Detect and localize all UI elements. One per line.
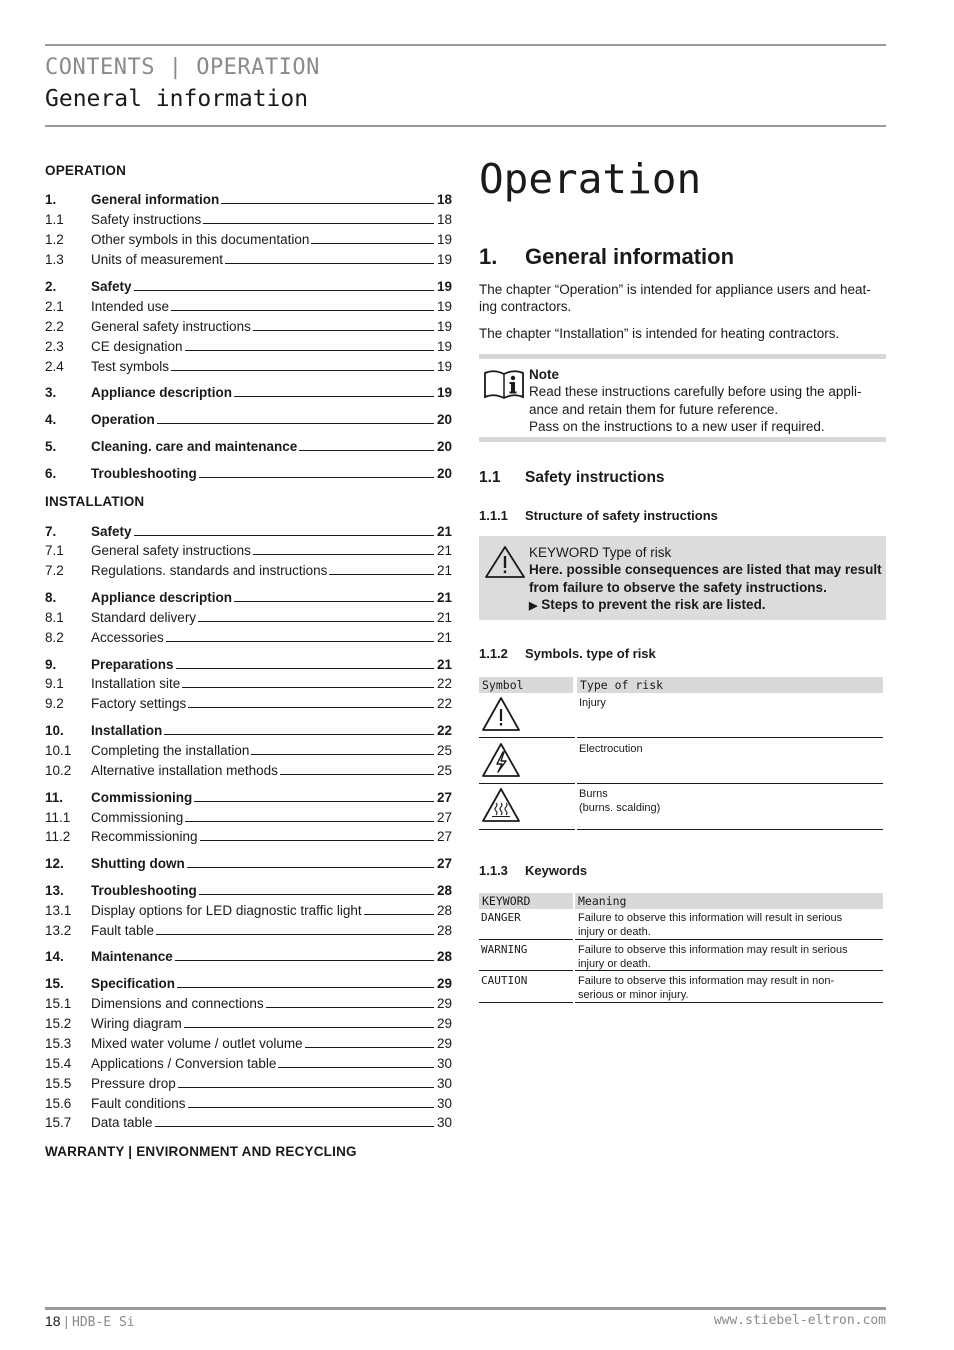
- keyword-danger: DANGER: [481, 911, 521, 924]
- toc-entry[interactable]: [45, 316, 452, 334]
- warning-steps-text: Steps to prevent the risk are listed.: [541, 597, 766, 613]
- toc-entry[interactable]: [45, 760, 452, 778]
- toc-entry[interactable]: [45, 920, 452, 938]
- toc-entry-number: 2.2: [45, 319, 64, 334]
- toc-entry-title: Dimensions and connections: [91, 996, 264, 1011]
- toc-entry[interactable]: [45, 209, 452, 227]
- toc-entry[interactable]: [45, 607, 452, 625]
- toc-entry-number: 11.2: [45, 829, 71, 844]
- toc-entry-number: 8.2: [45, 630, 64, 645]
- heading-number: 1.1.3: [479, 863, 508, 878]
- toc-leader-line: [156, 934, 434, 935]
- toc-entry-title: CE designation: [91, 339, 183, 354]
- keyword-caution: CAUTION: [481, 974, 528, 987]
- toc-entry[interactable]: [45, 540, 452, 558]
- toc-leader-line: [185, 821, 434, 822]
- toc-entry-page: 30: [436, 1056, 452, 1071]
- toc-entry-page: 19: [436, 252, 452, 267]
- heading-symbols-type-of-risk: [479, 646, 886, 661]
- toc-section-operation: OPERATION: [45, 163, 127, 178]
- toc-leader-line: [194, 801, 434, 802]
- toc-entry[interactable]: [45, 627, 452, 645]
- toc-entry-title: Specification: [91, 976, 176, 991]
- toc-entry-title: Completing the installation: [91, 743, 250, 758]
- toc-entry-title: Fault conditions: [91, 1096, 186, 1111]
- toc-entry[interactable]: [45, 436, 452, 454]
- toc-entry-page: 19: [436, 232, 452, 247]
- toc-entry-title: Appliance description: [91, 590, 233, 605]
- keyword-caution-meaning: Failure to observe this information may result in non- serious or minor injury.: [578, 975, 835, 1001]
- toc-entry-page: 25: [436, 763, 452, 778]
- toc-entry-title: Preparations: [91, 657, 174, 672]
- toc-entry-title: Safety: [91, 524, 132, 539]
- toc-entry-page: 21: [436, 524, 452, 539]
- toc-entry-title: Commissioning: [91, 810, 184, 825]
- toc-entry[interactable]: [45, 673, 452, 691]
- toc-entry-number: 1.2: [45, 232, 64, 247]
- toc-entry[interactable]: [45, 336, 452, 354]
- toc-entry-title: Regulations. standards and instructions: [91, 563, 328, 578]
- warning-text: [529, 544, 884, 616]
- toc-entry-number: 7.: [45, 524, 57, 539]
- toc-entry[interactable]: [45, 826, 452, 844]
- subsection-title: Safety instructions: [525, 469, 665, 486]
- toc-entry[interactable]: [45, 560, 452, 578]
- keywords-table-header-meaning: Meaning: [575, 893, 883, 909]
- toc-entry-page: 19: [436, 359, 452, 374]
- toc-entry-page: 21: [436, 543, 452, 558]
- note-text: [529, 366, 884, 435]
- toc-leader-line: [311, 243, 434, 244]
- note-label: Note: [529, 367, 559, 382]
- toc-entry-number: 7.2: [45, 563, 64, 578]
- header-subtitle: General information: [45, 86, 309, 112]
- toc-leader-line: [251, 754, 434, 755]
- toc-entry-number: 1.: [45, 192, 57, 207]
- table-rule: [479, 783, 575, 784]
- toc-entry-page: 29: [436, 996, 452, 1011]
- toc-entry-number: 12.: [45, 856, 64, 871]
- toc-entry[interactable]: [45, 587, 452, 605]
- toc-leader-line: [266, 1007, 434, 1008]
- toc-entry-page: 18: [436, 212, 452, 227]
- toc-entry-number: 15.5: [45, 1076, 72, 1091]
- toc-entry-number: 14.: [45, 949, 64, 964]
- toc-entry-page: 19: [436, 319, 452, 334]
- toc-entry[interactable]: [45, 409, 452, 427]
- toc-entry-title: Units of measurement: [91, 252, 224, 267]
- toc-entry-page: 30: [436, 1115, 452, 1130]
- toc-entry-title: Test symbols: [91, 359, 170, 374]
- toc-entry-number: 5.: [45, 439, 57, 454]
- warning-keyword-line: KEYWORD Type of risk: [529, 545, 672, 560]
- toc-entry-number: 2.4: [45, 359, 64, 374]
- section-number: 1.: [479, 244, 498, 269]
- toc-leader-line: [175, 960, 434, 961]
- toc-entry-title: Standard delivery: [91, 610, 197, 625]
- toc-entry[interactable]: [45, 1073, 452, 1091]
- risk-type-electrocution: Electrocution: [579, 743, 643, 755]
- table-rule: [577, 829, 883, 830]
- table-rule: [479, 829, 575, 830]
- table-rule: [577, 737, 883, 738]
- info-book-icon: [483, 367, 525, 401]
- toc-entry[interactable]: [45, 693, 452, 711]
- toc-entry-page: 27: [436, 790, 452, 805]
- symbols-table-header-symbol: Symbol: [479, 677, 573, 693]
- toc-entry[interactable]: [45, 1112, 452, 1130]
- toc-leader-line: [188, 707, 434, 708]
- toc-entry-page: 27: [436, 856, 452, 871]
- toc-entry-number: 11.: [45, 790, 64, 805]
- toc-entry-page: 19: [436, 385, 452, 400]
- toc-entry-number: 7.1: [45, 543, 64, 558]
- toc-leader-line: [280, 774, 434, 775]
- risk-type-burns: Burns (burns. scalding): [579, 788, 661, 814]
- warning-steps: [529, 596, 884, 615]
- toc-leader-line: [199, 894, 434, 895]
- toc-leader-line: [177, 987, 434, 988]
- table-rule: [577, 783, 883, 784]
- toc-entry-title: Commissioning: [91, 790, 193, 805]
- toc-entry-number: 15.1: [45, 996, 72, 1011]
- toc-entry-page: 20: [436, 466, 452, 481]
- toc-entry-number: 1.3: [45, 252, 64, 267]
- toc-entry-title: Pressure drop: [91, 1076, 176, 1091]
- footer-left: [45, 1313, 135, 1330]
- toc-entry-page: 20: [436, 412, 452, 427]
- toc-entry-title: Intended use: [91, 299, 170, 314]
- toc-entry-title: Display options for LED diagnostic traffic light: [91, 903, 362, 918]
- toc-leader-line: [225, 263, 434, 264]
- toc-entry[interactable]: [45, 463, 452, 481]
- toc-entry-number: 13.1: [45, 903, 72, 918]
- toc-leader-line: [203, 223, 434, 224]
- toc-entry-page: 30: [436, 1096, 452, 1111]
- toc-entry-page: 21: [436, 590, 452, 605]
- intro-paragraph-operation: The chapter “Operation” is intended for appliance users and heat- ing contractors.: [479, 282, 871, 314]
- toc-leader-line: [199, 477, 434, 478]
- toc-entry[interactable]: [45, 880, 452, 898]
- toc-entry[interactable]: [45, 720, 452, 738]
- toc-entry-title: Recommissioning: [91, 829, 198, 844]
- toc-entry[interactable]: [45, 1033, 452, 1051]
- toc-entry-page: 28: [436, 923, 452, 938]
- toc-entry[interactable]: [45, 1013, 452, 1031]
- toc-entry-number: 6.: [45, 466, 57, 481]
- table-rule: [575, 939, 883, 940]
- toc-entry-page: 29: [436, 1036, 452, 1051]
- table-rule: [575, 1002, 883, 1003]
- toc-entry-title: Mixed water volume / outlet volume: [91, 1036, 303, 1051]
- toc-leader-line: [234, 601, 434, 602]
- toc-entry-title: Safety instructions: [91, 212, 202, 227]
- toc-entry[interactable]: [45, 973, 452, 991]
- toc-entry-number: 3.: [45, 385, 57, 400]
- toc-leader-line: [178, 1087, 434, 1088]
- toc-entry-title: Data table: [91, 1115, 153, 1130]
- warning-triangle-icon: [484, 544, 526, 580]
- toc-entry-number: 15.2: [45, 1016, 72, 1031]
- heading-keywords: [479, 863, 886, 878]
- toc-entry-number: 8.: [45, 590, 57, 605]
- toc-entry-title: Factory settings: [91, 696, 187, 711]
- page-title: Operation: [479, 155, 702, 203]
- intro-paragraph-installation: The chapter “Installation” is intended for heating contractors.: [479, 326, 840, 341]
- toc-entry[interactable]: [45, 787, 452, 805]
- toc-entry-page: 25: [436, 743, 452, 758]
- toc-entry[interactable]: [45, 807, 452, 825]
- toc-leader-line: [364, 914, 434, 915]
- toc-entry-page: 20: [436, 439, 452, 454]
- keyword-warning-meaning: Failure to observe this information may result in serious injury or death.: [578, 944, 848, 970]
- toc-leader-line: [198, 621, 434, 622]
- toc-entry-page: 29: [436, 1016, 452, 1031]
- toc-entry-page: 21: [436, 630, 452, 645]
- toc-entry[interactable]: [45, 189, 452, 207]
- note-box: [479, 354, 886, 442]
- toc-leader-line: [253, 330, 434, 331]
- warning-triangle-icon: [481, 695, 521, 733]
- toc-entry-title: General information: [91, 192, 220, 207]
- header-top-rule: [45, 44, 886, 46]
- toc-entry-title: Appliance description: [91, 385, 233, 400]
- toc-entry-number: 9.1: [45, 676, 64, 691]
- toc-entry-number: 9.2: [45, 696, 64, 711]
- toc-leader-line: [278, 1067, 434, 1068]
- toc-leader-line: [305, 1047, 434, 1048]
- header-category: CONTENTS | OPERATION: [45, 55, 320, 80]
- note-line-pass-on: Pass on the instructions to a new user if required.: [529, 418, 825, 434]
- toc-leader-line: [253, 554, 434, 555]
- toc-leader-line: [221, 203, 434, 204]
- toc-entry[interactable]: [45, 654, 452, 672]
- note-line-read: Read these instructions carefully before using the appli- ance and retain them for future reference.: [529, 384, 862, 417]
- toc-entry-title: Installation site: [91, 676, 181, 691]
- toc-entry-number: 10.: [45, 723, 64, 738]
- toc-entry-number: 15.4: [45, 1056, 72, 1071]
- toc-entry-page: 22: [436, 696, 452, 711]
- toc-entry-number: 15.6: [45, 1096, 72, 1111]
- section-title: General information: [525, 244, 735, 269]
- warning-consequences: Here. possible consequences are listed that may result from failure to observe the safety instructions.: [529, 562, 882, 595]
- toc-entry[interactable]: [45, 356, 452, 374]
- table-rule: [575, 970, 883, 971]
- toc-entry-page: 18: [436, 192, 452, 207]
- table-rule: [479, 939, 573, 940]
- toc-entry-title: Other symbols in this documentation: [91, 232, 310, 247]
- toc-leader-line: [185, 350, 434, 351]
- toc-entry-number: 15.7: [45, 1115, 72, 1130]
- toc-entry-page: 19: [436, 279, 452, 294]
- toc-leader-line: [164, 734, 434, 735]
- toc-entry-page: 22: [436, 676, 452, 691]
- toc-entry-title: Maintenance: [91, 949, 173, 964]
- toc-entry[interactable]: [45, 946, 452, 964]
- toc-entry-title: Operation: [91, 412, 155, 427]
- toc-entry-page: 28: [436, 949, 452, 964]
- toc-leader-line: [184, 1027, 434, 1028]
- toc-leader-line: [155, 1126, 434, 1127]
- toc-entry-title: Applications / Conversion table: [91, 1056, 277, 1071]
- toc-entry-number: 1.1: [45, 212, 64, 227]
- toc-entry-title: Wiring diagram: [91, 1016, 182, 1031]
- electrocution-icon: [481, 741, 521, 779]
- toc-entry-title: Troubleshooting: [91, 466, 197, 481]
- toc-section-warranty: WARRANTY | ENVIRONMENT AND RECYCLING: [45, 1144, 357, 1159]
- table-rule: [479, 1002, 573, 1003]
- toc-entry[interactable]: [45, 993, 452, 1011]
- toc-leader-line: [134, 290, 434, 291]
- toc-entry-title: Safety: [91, 279, 132, 294]
- toc-leader-line: [182, 687, 434, 688]
- toc-entry[interactable]: [45, 382, 452, 400]
- footer-separator: |: [64, 1313, 69, 1329]
- toc-entry-number: 11.1: [45, 810, 71, 825]
- toc-entry-title: Shutting down: [91, 856, 185, 871]
- heading-number: 1.1.2: [479, 646, 508, 661]
- toc-entry-title: General safety instructions: [91, 319, 251, 334]
- table-rule: [479, 737, 575, 738]
- toc-entry-number: 10.2: [45, 763, 72, 778]
- toc-entry-title: Alternative installation methods: [91, 763, 278, 778]
- toc-entry-title: Accessories: [91, 630, 164, 645]
- arrow-right-icon: ▶: [529, 600, 538, 613]
- toc-leader-line: [157, 423, 434, 424]
- header-bottom-rule: [45, 125, 886, 127]
- toc-entry[interactable]: [45, 900, 452, 918]
- toc-leader-line: [134, 535, 434, 536]
- toc-entry[interactable]: [45, 276, 452, 294]
- toc-entry-page: 21: [436, 610, 452, 625]
- toc-entry-number: 8.1: [45, 610, 64, 625]
- burns-icon: [481, 786, 521, 824]
- toc-entry-page: 27: [436, 810, 452, 825]
- toc-leader-line: [188, 1107, 434, 1108]
- toc-entry-page: 29: [436, 976, 452, 991]
- toc-entry-title: Troubleshooting: [91, 883, 197, 898]
- keywords-table-header-keyword: KEYWORD: [479, 893, 573, 909]
- toc-entry-title: Cleaning. care and maintenance: [91, 439, 298, 454]
- toc-entry-title: Fault table: [91, 923, 155, 938]
- page-number: 18: [45, 1313, 61, 1329]
- heading-title: Structure of safety instructions: [525, 508, 718, 523]
- subsection-number: 1.1: [479, 469, 501, 486]
- toc-entry[interactable]: [45, 1093, 452, 1111]
- symbols-table-header-type: Type of risk: [577, 677, 883, 693]
- toc-entry-page: 28: [436, 903, 452, 918]
- toc-entry-number: 2.3: [45, 339, 64, 354]
- risk-type-injury: Injury: [579, 697, 606, 709]
- toc-entry-number: 2.1: [45, 299, 64, 314]
- toc-entry-number: 2.: [45, 279, 57, 294]
- heading-title: Keywords: [525, 863, 588, 878]
- toc-section-installation: INSTALLATION: [45, 494, 145, 509]
- footer-rule: [45, 1307, 886, 1310]
- toc-leader-line: [187, 867, 434, 868]
- toc-entry-number: 9.: [45, 657, 57, 672]
- toc-entry-page: 27: [436, 829, 452, 844]
- toc-entry-page: 19: [436, 339, 452, 354]
- toc-entry[interactable]: [45, 229, 452, 247]
- toc-entry-number: 13.: [45, 883, 64, 898]
- toc-entry[interactable]: [45, 296, 452, 314]
- toc-entry-title: General safety instructions: [91, 543, 251, 558]
- subsection-heading-safety-instructions: [479, 469, 886, 487]
- keyword-danger-meaning: Failure to observe this information will result in serious injury or death.: [578, 912, 843, 938]
- toc-leader-line: [329, 574, 434, 575]
- footer-url: www.stiebel-eltron.com: [713, 1313, 886, 1328]
- toc-entry-page: 21: [436, 657, 452, 672]
- heading-title: Symbols. type of risk: [525, 646, 656, 661]
- toc-leader-line: [299, 450, 434, 451]
- toc-entry-page: 21: [436, 563, 452, 578]
- toc-entry-number: 15.: [45, 976, 64, 991]
- toc-entry-number: 15.3: [45, 1036, 72, 1051]
- toc-leader-line: [200, 840, 434, 841]
- heading-structure-of-safety-instructions: [479, 508, 886, 523]
- toc-entry-number: 10.1: [45, 743, 72, 758]
- heading-number: 1.1.1: [479, 508, 508, 523]
- toc-entry-number: 4.: [45, 412, 57, 427]
- toc-leader-line: [176, 668, 434, 669]
- warning-box: [479, 536, 886, 620]
- model-name: HDB-E Si: [72, 1315, 135, 1330]
- toc-entry[interactable]: [45, 249, 452, 267]
- table-rule: [479, 970, 573, 971]
- toc-leader-line: [234, 396, 434, 397]
- toc-entry[interactable]: [45, 521, 452, 539]
- toc-entry[interactable]: [45, 740, 452, 758]
- toc-leader-line: [171, 310, 434, 311]
- toc-entry-page: 28: [436, 883, 452, 898]
- toc-leader-line: [171, 370, 434, 371]
- toc-leader-line: [166, 641, 434, 642]
- keyword-warning: WARNING: [481, 943, 528, 956]
- toc-entry-title: Installation: [91, 723, 163, 738]
- toc-entry-page: 22: [436, 723, 452, 738]
- toc-entry-number: 13.2: [45, 923, 72, 938]
- toc-entry[interactable]: [45, 1053, 452, 1071]
- section-heading-general-information: [479, 244, 886, 270]
- toc-entry[interactable]: [45, 853, 452, 871]
- toc-entry-page: 30: [436, 1076, 452, 1091]
- toc-entry-page: 19: [436, 299, 452, 314]
